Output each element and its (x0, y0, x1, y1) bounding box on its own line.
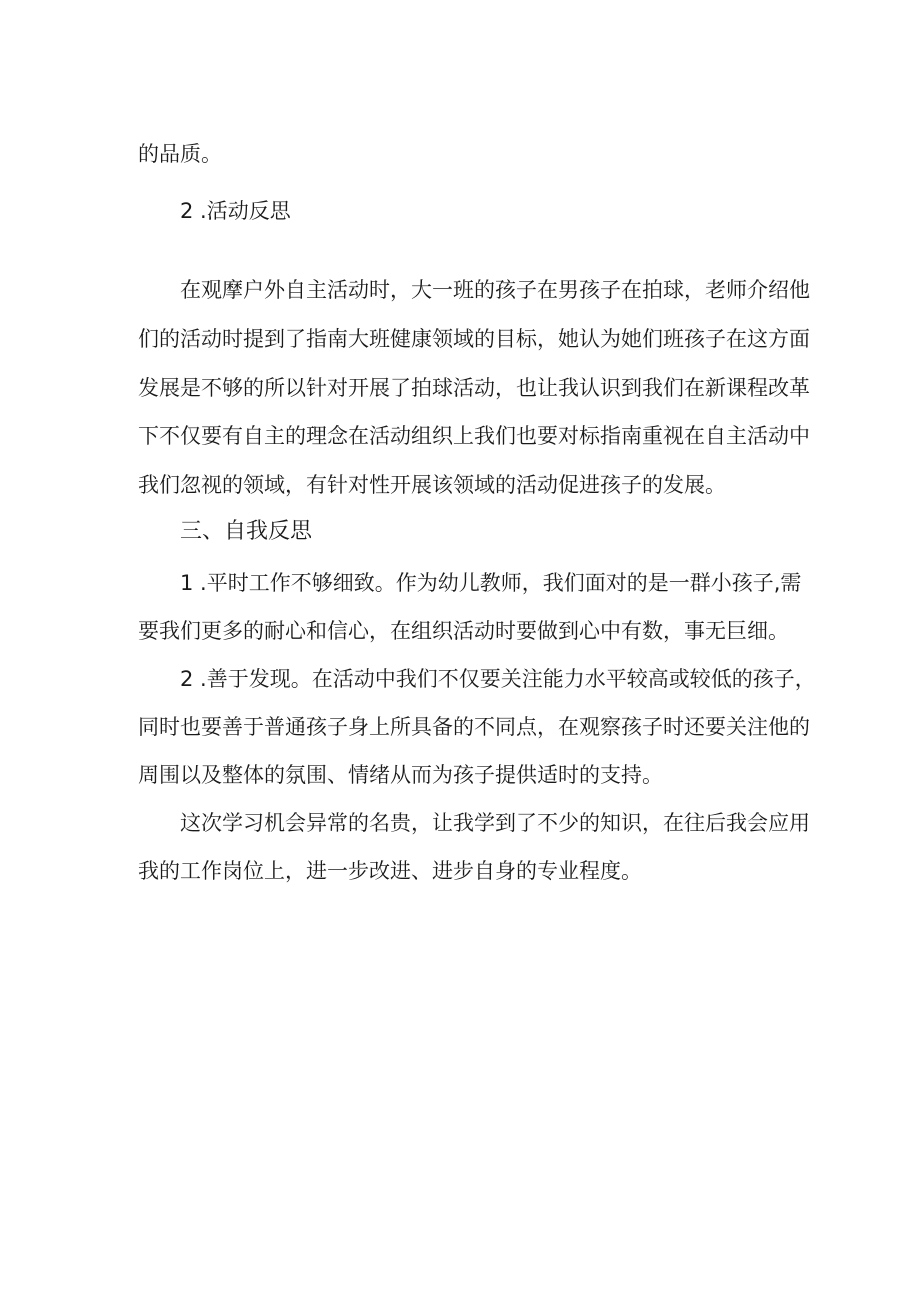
paragraph-line: 周围以及整体的氛围、情绪从而为孩子提供适时的支持。 (138, 763, 663, 787)
paragraph-line: 下不仅要有自主的理念在活动组织上我们也要对标指南重视在自主活动中 (138, 424, 810, 448)
paragraph-line: 1 .平时工作不够细致。作为幼儿教师，我们面对的是一群小孩子,需 (180, 571, 802, 595)
paragraph-line: 我的工作岗位上，进一步改进、进步自身的专业程度。 (138, 859, 642, 883)
paragraph-line: 在观摩户外自主活动时，大一班的孩子在男孩子在拍球，老师介绍他 (180, 278, 810, 302)
paragraph-line: 要我们更多的耐心和信心，在组织活动时要做到心中有数，事无巨细。 (138, 619, 789, 643)
section-heading: 三、自我反思 (180, 519, 313, 544)
paragraph-line: 同时也要善于普通孩子身上所具备的不同点，在观察孩子时还要关注他的 (138, 715, 810, 739)
paragraph-line: 这次学习机会异常的名贵，让我学到了不少的知识，在往后我会应用 (180, 811, 810, 835)
section-heading: 2 .活动反思 (180, 199, 291, 223)
paragraph-line: 们的活动时提到了指南大班健康领域的目标，她认为她们班孩子在这方面 (138, 327, 810, 351)
paragraph-line: 发展是不够的所以针对开展了拍球活动，也让我认识到我们在新课程改革 (138, 376, 810, 400)
paragraph-line: 的品质。 (138, 142, 222, 166)
paragraph-line: 我们忽视的领域，有针对性开展该领域的活动促进孩子的发展。 (138, 473, 726, 497)
paragraph-line: 2 .善于发现。在活动中我们不仅要关注能力水平较高或较低的孩子， (180, 667, 816, 691)
